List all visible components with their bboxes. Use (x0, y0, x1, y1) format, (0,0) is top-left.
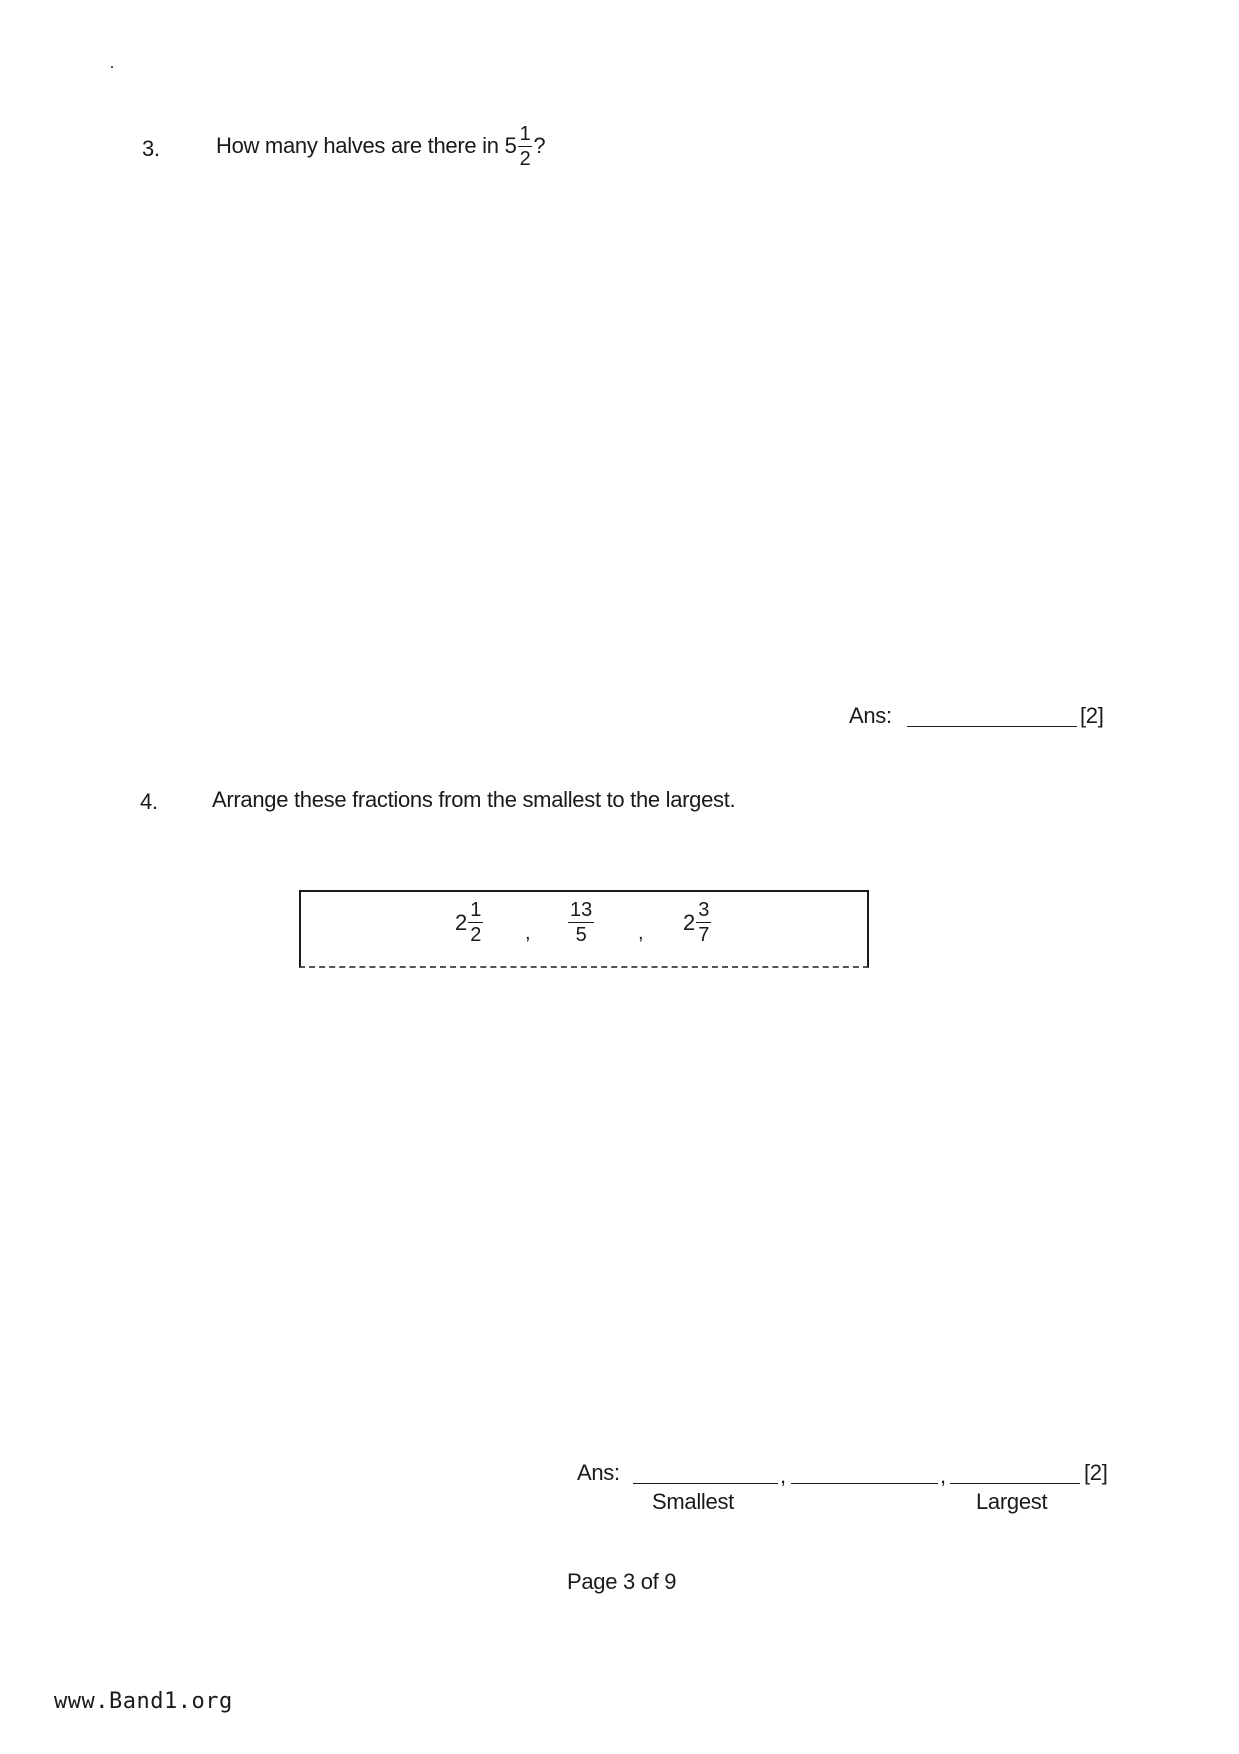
question-3-answer-blank[interactable] (907, 726, 1077, 727)
fraction-1-denominator: 2 (470, 924, 482, 946)
question-4-answer-blank-2[interactable] (791, 1483, 938, 1484)
smallest-label: Smallest (652, 1489, 734, 1514)
question-4-answer-blank-1[interactable] (633, 1483, 778, 1484)
fraction-item-1 (455, 900, 484, 945)
fraction-3-whole: 2 (683, 909, 696, 935)
largest-label: Largest (976, 1489, 1048, 1514)
fraction-3 (696, 900, 711, 945)
question-3-mixed-whole: 5 (504, 133, 517, 158)
question-4-marks: [2] (1084, 1460, 1108, 1485)
question-4-answer-label: Ans: (577, 1460, 620, 1485)
question-3-text (216, 120, 545, 172)
question-3-numerator: 1 (519, 122, 531, 145)
stray-dot (111, 66, 113, 68)
question-3-prompt: How many halves are there in (216, 133, 499, 158)
fractions-box (299, 890, 869, 968)
question-3-denominator: 2 (519, 147, 531, 170)
question-3-number: 3. (142, 136, 160, 161)
fraction-1 (468, 900, 483, 945)
question-4-answer-blank-3[interactable] (950, 1483, 1080, 1484)
question-3-fraction (518, 124, 533, 169)
question-3-question-mark: ? (533, 133, 546, 158)
page-number: Page 3 of 9 (567, 1569, 677, 1594)
fraction-3-numerator: 3 (698, 899, 710, 921)
fraction-1-numerator: 1 (470, 899, 482, 921)
question-4-comma-1: , (780, 1463, 786, 1488)
website-url: www.Band1.org (54, 1689, 233, 1714)
question-4-text: Arrange these fractions from the smallest to the largest. (212, 787, 736, 812)
question-4-comma-2: , (940, 1463, 946, 1488)
fraction-1-whole: 2 (455, 909, 468, 935)
question-3-answer-label: Ans: (849, 703, 892, 728)
fraction-separator-2: , (638, 922, 644, 944)
fraction-2-numerator: 13 (570, 899, 593, 921)
fraction-item-2 (567, 900, 595, 945)
fraction-item-3 (683, 900, 712, 945)
question-4-number: 4. (140, 789, 158, 814)
fraction-separator-1: , (525, 922, 531, 944)
fraction-2-denominator: 5 (575, 924, 587, 946)
fraction-2 (568, 900, 594, 945)
question-3-marks: [2] (1080, 703, 1104, 728)
fraction-3-denominator: 7 (698, 924, 710, 946)
